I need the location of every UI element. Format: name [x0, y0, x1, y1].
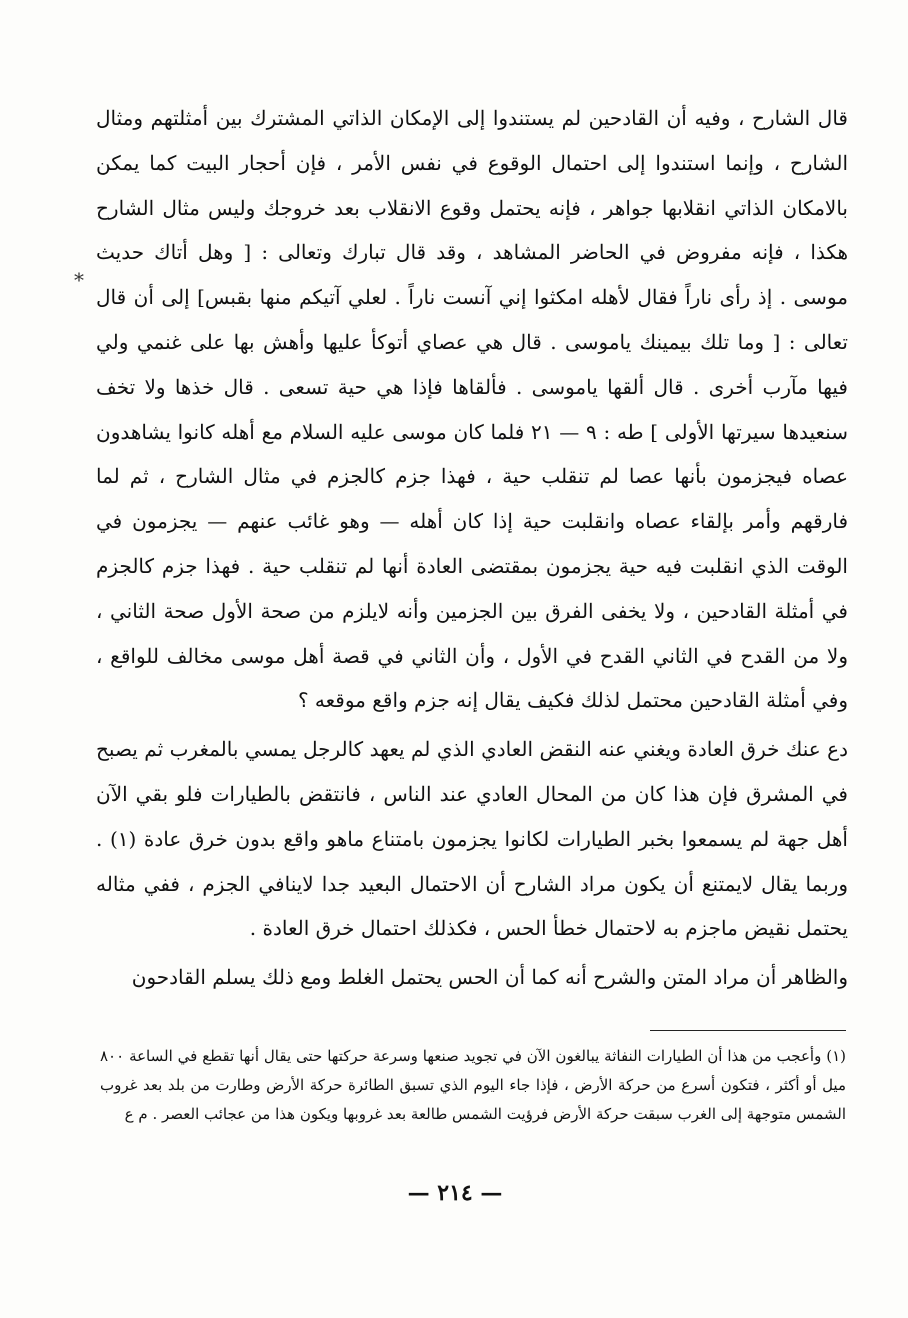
footnote-separator [650, 1030, 846, 1031]
margin-mark: * [74, 268, 84, 292]
footnote: (١) وأعجب من هذا أن الطيارات النفاثة يبالغون الآن في تجويد صنعها وسرعة حركتها حتى يقال أنها تقطع في الساعة ٨٠٠ ميل أو أكثر ، فتكون أسرع من حركة الأرض ، فإذا جاء اليوم الذي تسبق الطائرة حركة الأرض وطارت من بلد بعد غروب الشمس متوجهة إلى الغرب سبقت حركة الأرض فرؤيت الشمس طالعة بعد غروبها ويكون هذا من عجائب العصر . م ع [100, 1047, 846, 1123]
main-text [96, 96, 848, 1000]
paragraph-2: دع عنك خرق العادة ويغني عنه النقض العادي الذي لم يعهد كالرجل يمسي بالمغرب ثم يصبح في المشرق فإن هذا كان من المحال العادي عند الناس ، فانتقض بالطيارات فلو بقي الآن أهل جهة لم يسمعوا بخبر الطيارات لكانوا يجزمون بامتناع ماهو واقع بدون خرق عادة (١) . وربما يقال لايمتنع أن يكون مراد الشارح أن الاحتمال البعيد جدا لاينافي الجزم ، ففي مثاله يحتمل نقيض ماجزم به لاحتمال خطأ الحس ، فكذلك احتمال خرق العادة . [96, 737, 848, 941]
paragraph-1: قال الشارح ، وفيه أن القادحين لم يستندوا إلى الإمكان الذاتي المشترك بين أمثلتهم ومثال الشارح ، وإنما استندوا إلى احتمال الوقوع في نفس الأمر ، فإن أحجار البيت كما يمكن بالامكان الذاتي انقلابها جواهر ، فإنه يحتمل وقوع الانقلاب بعد خروجك وليس مثال الشارح هكذا ، فإنه مفروض في الحاضر المشاهد ، وقد قال تبارك وتعالى : [ وهل أتاك حديث موسى . إذ رأى ناراً فقال لأهله امكثوا إني آنست ناراً . لعلي آتيكم منها بقبس] إلى أن قال تعالى : [ وما تلك بيمينك ياموسى . قال هي عصاي أتوكأ عليها وأهش بها على غنمي ولي فيها مآرب أخرى . قال ألقها ياموسى . فألقاها فإذا هي حية تسعى . قال خذها ولا تخف سنعيدها سيرتها الأولى ] طه : ٩ — ٢١ فلما كان موسى عليه السلام مع أهله كانوا يشاهدون عصاه فيجزمون بأنها عصا لم تنقلب حية ، فهذا جزم كالجزم في مثال الشارح ، ثم لما فارقهم وأمر بإلقاء عصاه وانقلبت حية إذا كان أهله — وهو غائب عنهم — يجزمون في الوقت الذي انقلبت فيه حية يجزمون بمقتضى العادة أنها لم تنقلب حية . فهذا جزم كالجزم في أمثلة القادحين ، ولا يخفى الفرق بين الجزمين وأنه لايلزم من صحة الأول صحة الثاني ، ولا من القدح في الثاني القدح في الأول ، وأن الثاني في قصة أهل موسى مخالف للواقع ، وفي أمثلة القادحين محتمل لذلك فكيف يقال إنه جزم واقع موقعه ؟ [96, 106, 849, 713]
page-number: — ٢١٤ — [407, 1180, 503, 1206]
paragraph-3: والظاهر أن مراد المتن والشرح أنه كما أن الحس يحتمل الغلط ومع ذلك يسلم القادحون [131, 965, 848, 990]
